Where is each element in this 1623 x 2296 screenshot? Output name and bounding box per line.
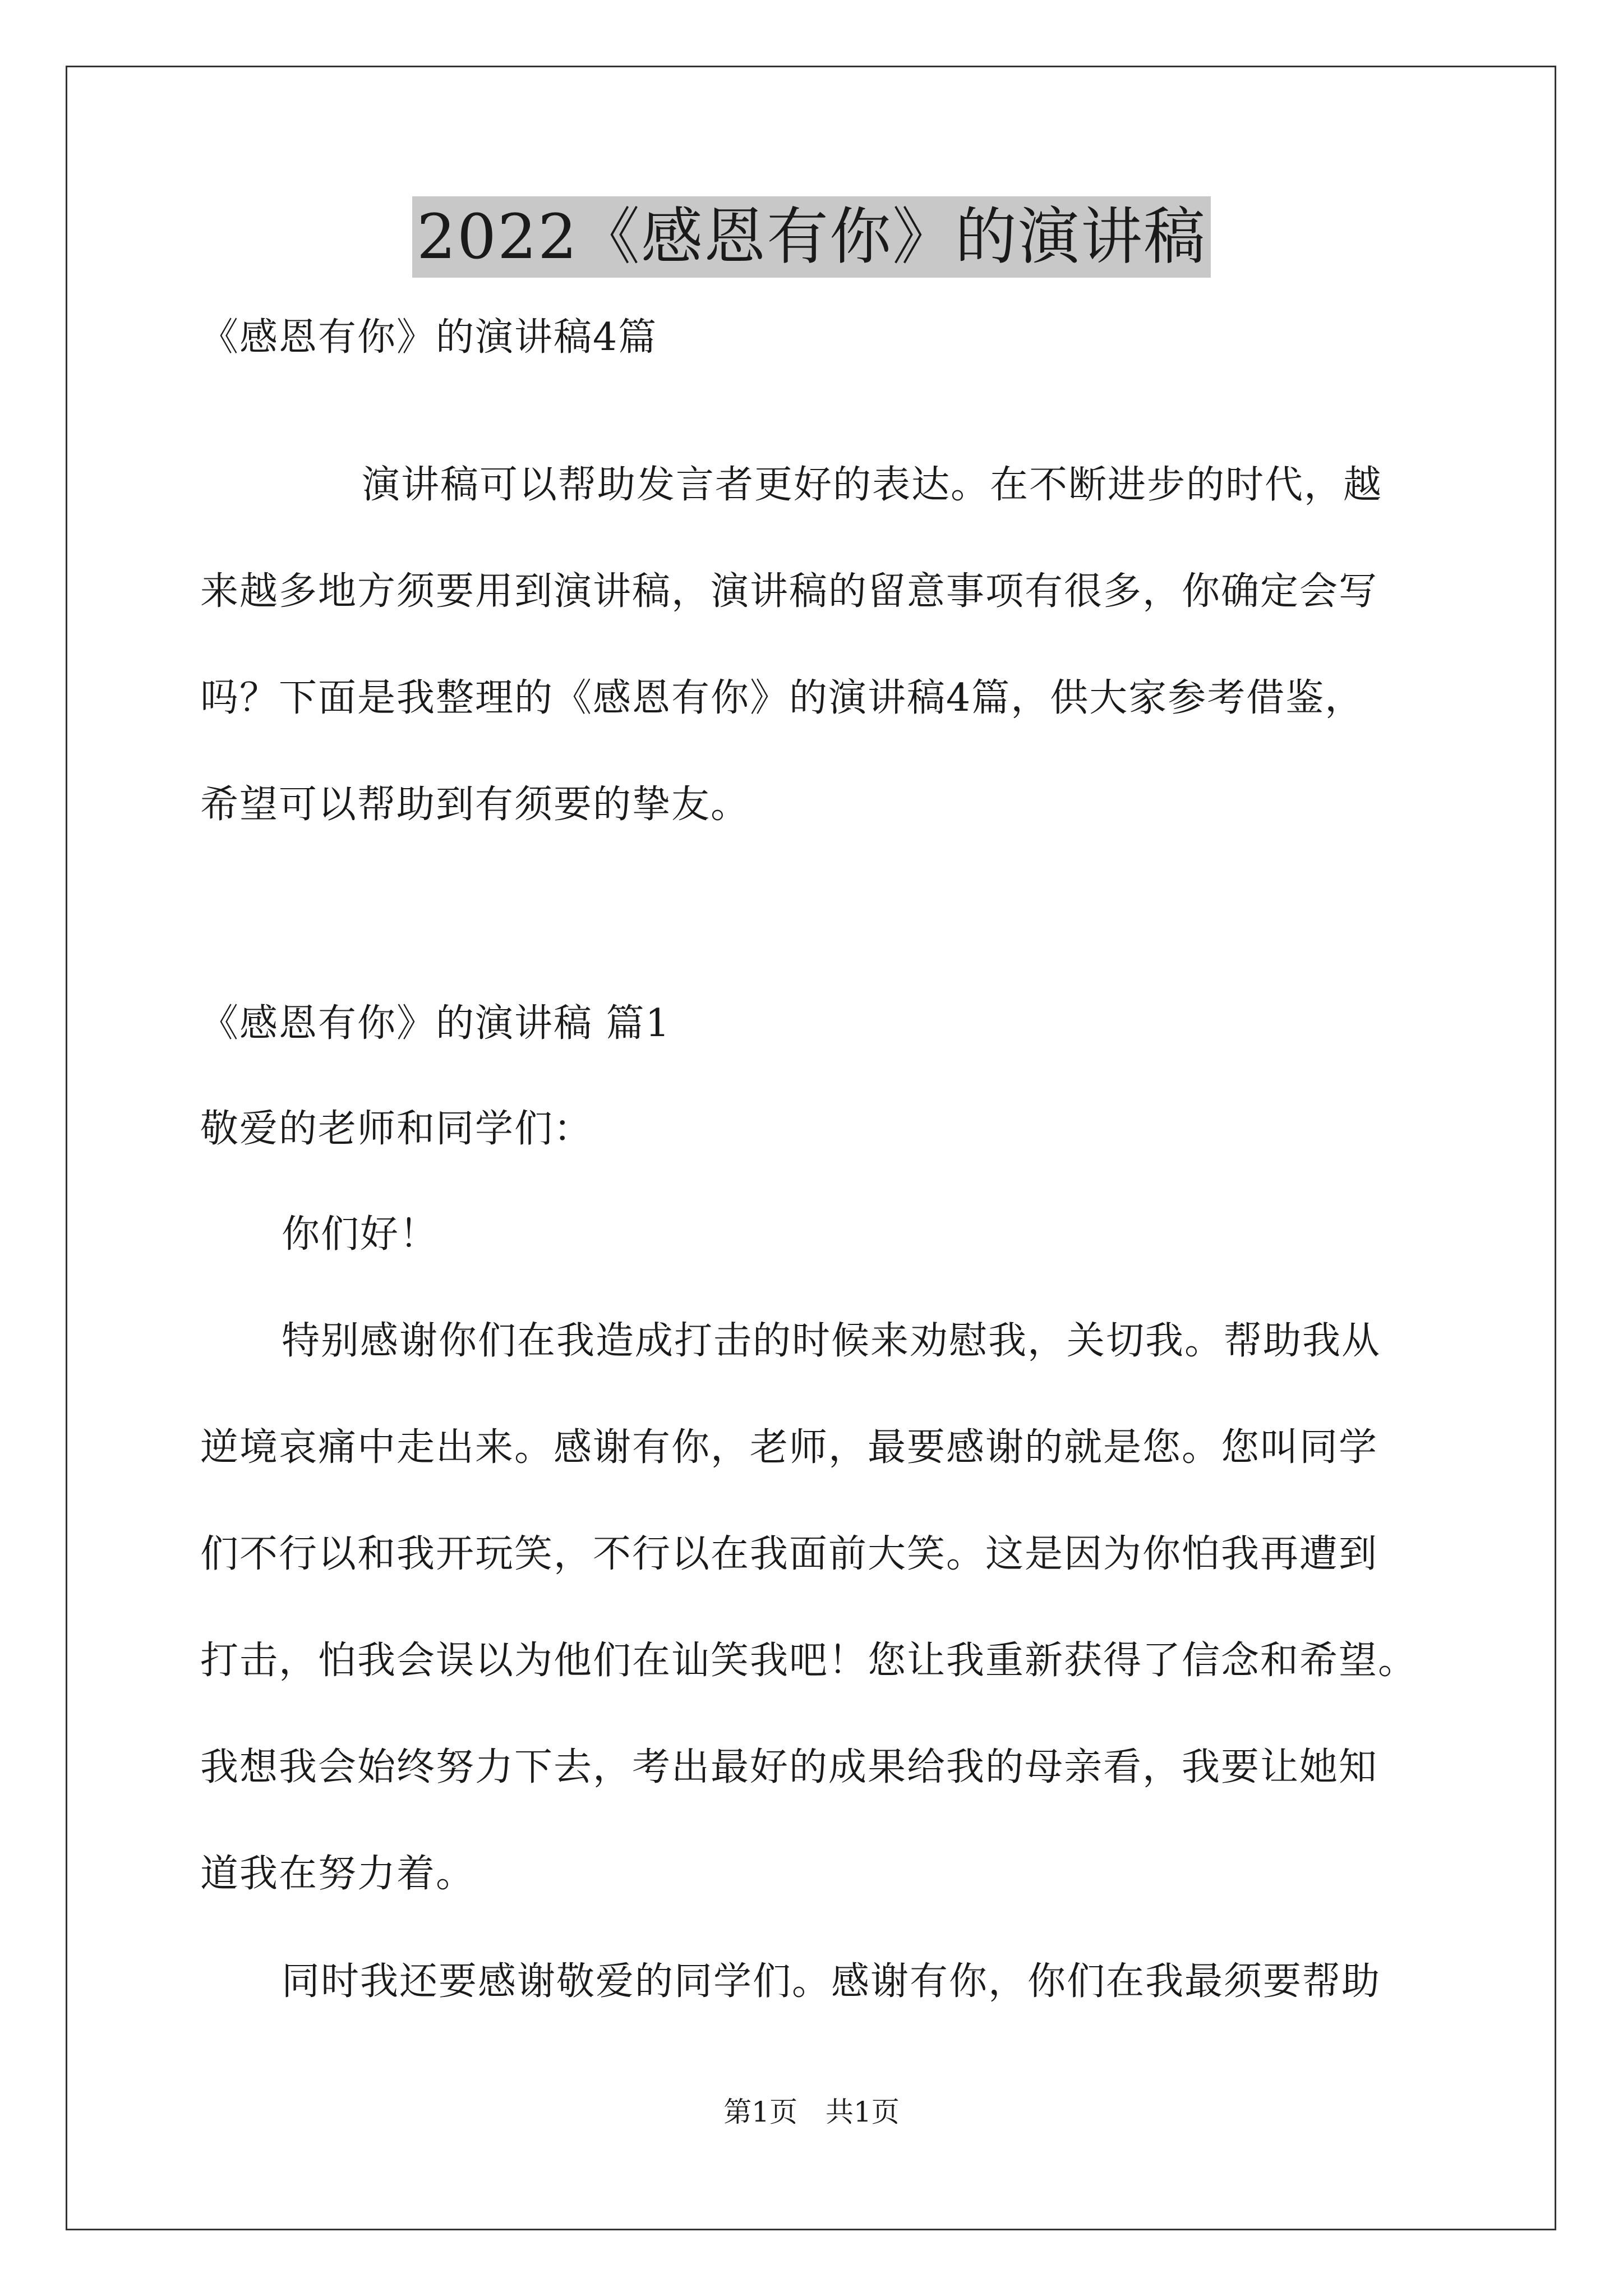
body-line-5: 我想我会始终努力下去，考出最好的成果给我的母亲看，我要让她知 xyxy=(200,1745,1378,1789)
intro-line-4: 希望可以帮助到有须要的挚友。 xyxy=(200,783,750,827)
section-heading: 《感恩有你》的演讲稿 篇1 xyxy=(200,1001,671,1046)
body-line-4: 打击，怕我会误以为他们在讪笑我吧！您让我重新获得了信念和希望。 xyxy=(200,1639,1418,1683)
document-subtitle: 《感恩有你》的演讲稿4篇 xyxy=(200,315,658,360)
body-line-1: 特别感谢你们在我造成打击的时候来劝慰我，关切我。帮助我从 xyxy=(282,1319,1381,1363)
body-line-2: 逆境哀痛中走出来。感谢有你，老师，最要感谢的就是您。您叫同学 xyxy=(200,1425,1378,1470)
intro-line-1: 演讲稿可以帮助发言者更好的表达。在不断进步的时代，越 xyxy=(362,463,1383,507)
intro-line-3: 吗？下面是我整理的《感恩有你》的演讲稿4篇，供大家参考借鉴， xyxy=(200,676,1364,720)
document-title: 2022《感恩有你》的演讲稿 xyxy=(412,196,1211,278)
title-container xyxy=(0,196,1623,278)
salutation: 敬爱的老师和同学们： xyxy=(200,1107,593,1151)
page-number-footer: 第1页 共1页 xyxy=(723,2096,900,2128)
body-line-6: 道我在努力着。 xyxy=(200,1852,476,1896)
closing-line: 同时我还要感谢敬爱的同学们。感谢有你，你们在我最须要帮助 xyxy=(282,1959,1381,2004)
intro-line-2: 来越多地方须要用到演讲稿，演讲稿的留意事项有很多，你确定会写 xyxy=(200,569,1378,614)
body-line-3: 们不行以和我开玩笑，不行以在我面前大笑。这是因为你怕我再遭到 xyxy=(200,1532,1378,1576)
greeting: 你们好！ xyxy=(282,1212,439,1257)
